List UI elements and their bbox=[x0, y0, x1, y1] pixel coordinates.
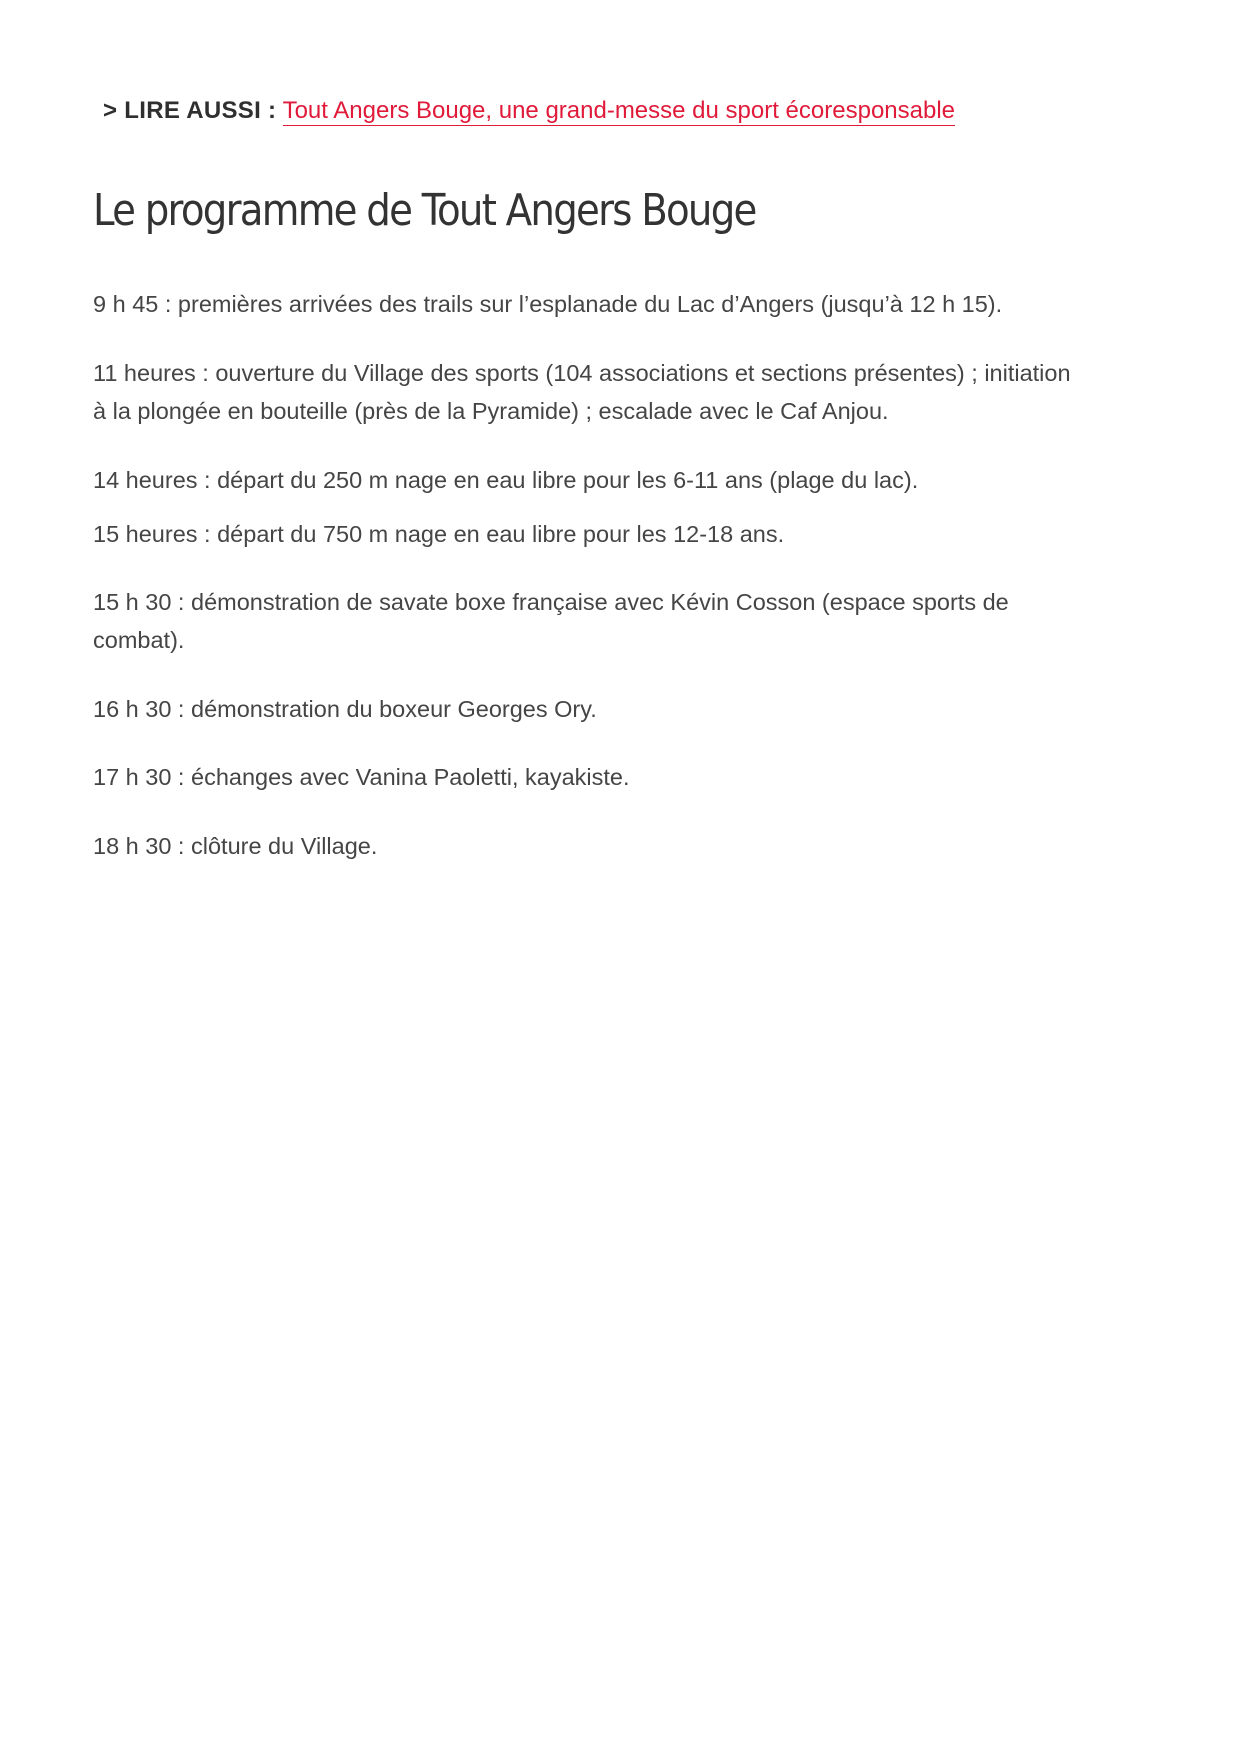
schedule-item: 9 h 45 : premières arrivées des trails sur l’esplanade du Lac d’Angers (jusqu’à 12 h 15). bbox=[93, 291, 1003, 317]
section-title: Le programme de Tout Angers Bouge bbox=[93, 185, 756, 236]
schedule-item: 18 h 30 : clôture du Village. bbox=[93, 833, 378, 859]
schedule-item: 11 heures : ouverture du Village des sports (104 associations et sections présentes) ; initiation à la plongée en bouteille (près de la Pyramide) ; escalade avec le Caf Anjou. bbox=[93, 360, 1071, 424]
read-also-prefix: > LIRE AUSSI : bbox=[103, 97, 277, 124]
read-also-block bbox=[103, 95, 955, 127]
schedule-item: 14 heures : départ du 250 m nage en eau libre pour les 6-11 ans (plage du lac). bbox=[93, 467, 919, 493]
schedule-item: 15 h 30 : démonstration de savate boxe française avec Kévin Cosson (espace sports de combat). bbox=[93, 589, 1009, 653]
read-also-link[interactable]: Tout Angers Bouge, une grand-messe du sport écoresponsable bbox=[282, 97, 956, 124]
schedule-item: 17 h 30 : échanges avec Vanina Paoletti, kayakiste. bbox=[93, 764, 630, 790]
schedule-item: 15 heures : départ du 750 m nage en eau libre pour les 12-18 ans. bbox=[93, 521, 785, 547]
schedule-item: 16 h 30 : démonstration du boxeur Georges Ory. bbox=[93, 696, 597, 722]
